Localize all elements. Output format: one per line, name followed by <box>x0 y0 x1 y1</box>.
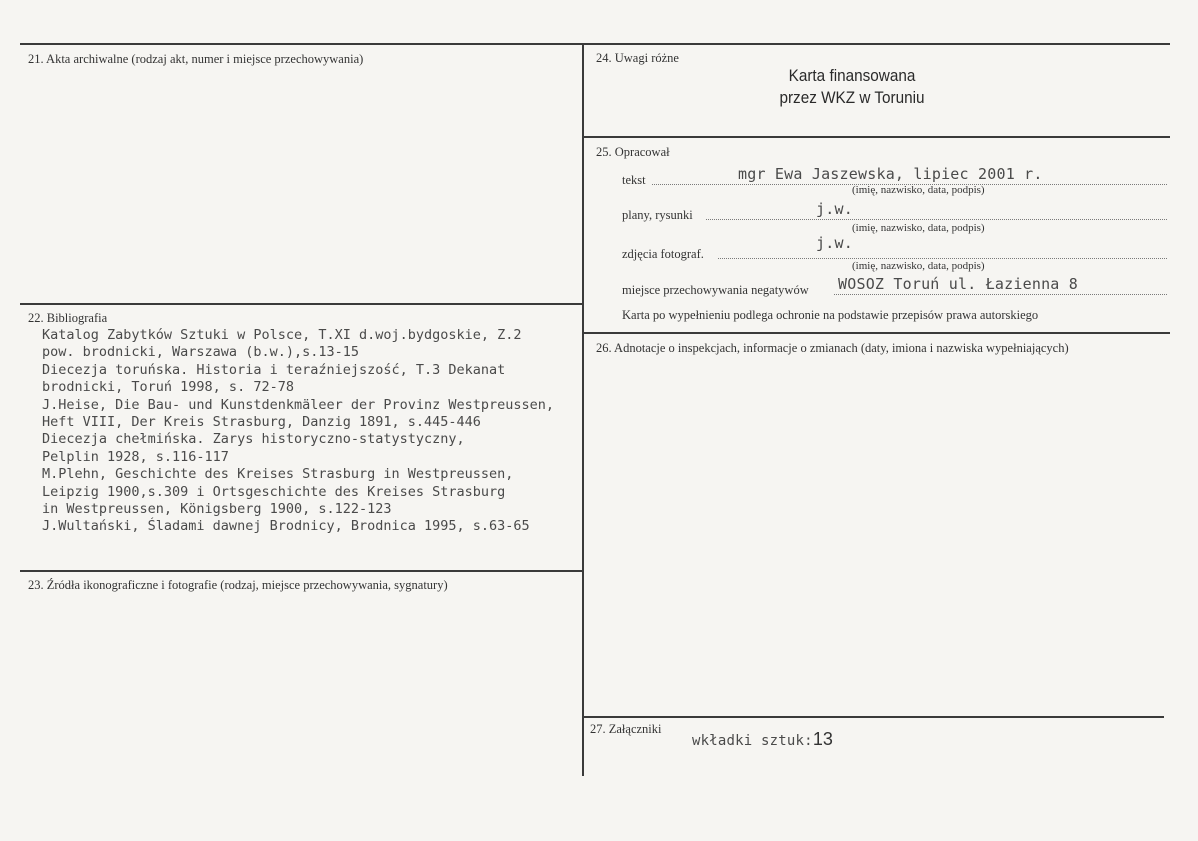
divider-22-23 <box>20 570 584 572</box>
section-24-label: 24. Uwagi różne <box>596 51 679 65</box>
stamp-line-1: Karta finansowana <box>788 66 916 85</box>
section-22-label: 22. Bibliografia <box>28 311 108 325</box>
plany-label: plany, rysunki <box>622 208 693 222</box>
bibliography-list <box>42 327 554 536</box>
funding-stamp <box>762 65 942 109</box>
plany-value: j.w. <box>816 200 853 218</box>
bibliography-entry: Katalog Zabytków Sztuki w Polsce, T.XI d.woj.bydgoskie, Z.2 <box>42 327 522 343</box>
zdjecia-value: j.w. <box>816 234 853 252</box>
attachments-text: wkładki sztuk: <box>692 733 813 749</box>
divider-25-26 <box>582 332 1170 334</box>
negatywy-line <box>834 294 1167 295</box>
zdjecia-line <box>718 258 1167 259</box>
section-21-label: 21. Akta archiwalne (rodzaj akt, numer i miejsce przechowywania) <box>28 52 364 66</box>
copyright-note: Karta po wypełnieniu podlega ochronie na podstawie przepisów prawa autorskiego <box>622 308 1039 322</box>
bibliography-entry: Leipzig 1900,s.309 i Ortsgeschichte des Kreises Strasburg <box>42 483 506 500</box>
section-23-label: 23. Źródła ikonograficzne i fotografie (rodzaj, miejsce przechowywania, sygnatury) <box>28 578 448 592</box>
bibliography-entry: Diecezja toruńska. Historia i teraźniejszość, T.3 Dekanat <box>42 361 506 378</box>
stamp-line-2: przez WKZ w Toruniu <box>779 88 925 107</box>
plany-hint: (imię, nazwisko, data, podpis) <box>852 222 985 234</box>
divider-21-22 <box>20 303 584 305</box>
bibliography-entry: M.Plehn, Geschichte des Kreises Strasburg in Westpreussen, <box>42 466 514 483</box>
section-26-label: 26. Adnotacje o inspekcjach, informacje o zmianach (daty, imiona i nazwiska wypełniających) <box>596 341 1069 355</box>
negatywy-value: WOSOZ Toruń ul. Łazienna 8 <box>838 275 1078 293</box>
bibliography-entry: J.Wultański, Śladami dawnej Brodnicy, Brodnica 1995, s.63-65 <box>42 518 530 535</box>
section-25-label: 25. Opracował <box>596 145 670 159</box>
bibliography-entry: pow. brodnicki, Warszawa (b.w.),s.13-15 <box>42 344 359 361</box>
tekst-label: tekst <box>622 173 646 187</box>
divider-26-27 <box>582 716 1164 718</box>
bibliography-entry: Pelplin 1928, s.116-117 <box>42 448 229 465</box>
section-27-label: 27. Załączniki <box>590 722 662 736</box>
zdjecia-label: zdjęcia fotograf. <box>622 247 704 261</box>
negatywy-label: miejsce przechowywania negatywów <box>622 283 809 297</box>
zdjecia-hint: (imię, nazwisko, data, podpis) <box>852 260 985 272</box>
divider-24-25 <box>582 136 1170 138</box>
tekst-value: mgr Ewa Jaszewska, lipiec 2001 r. <box>738 165 1043 183</box>
tekst-hint: (imię, nazwisko, data, podpis) <box>852 184 985 196</box>
bibliography-entry: Heft VIII, Der Kreis Strasburg, Danzig 1891, s.445-446 <box>42 414 481 431</box>
attachments-count: 13 <box>812 729 833 749</box>
attachments-value <box>692 729 833 750</box>
bibliography-entry: brodnicki, Toruń 1998, s. 72-78 <box>42 379 294 396</box>
plany-line <box>706 219 1167 220</box>
top-border <box>20 43 1170 45</box>
bibliography-entry: in Westpreussen, Königsberg 1900, s.122-123 <box>42 501 392 518</box>
bibliography-entry: Diecezja chełmińska. Zarys historyczno-statystyczny, <box>42 431 465 448</box>
center-divider <box>582 43 584 776</box>
bibliography-entry: J.Heise, Die Bau- und Kunstdenkmäleer der Provinz Westpreussen, <box>42 396 555 413</box>
